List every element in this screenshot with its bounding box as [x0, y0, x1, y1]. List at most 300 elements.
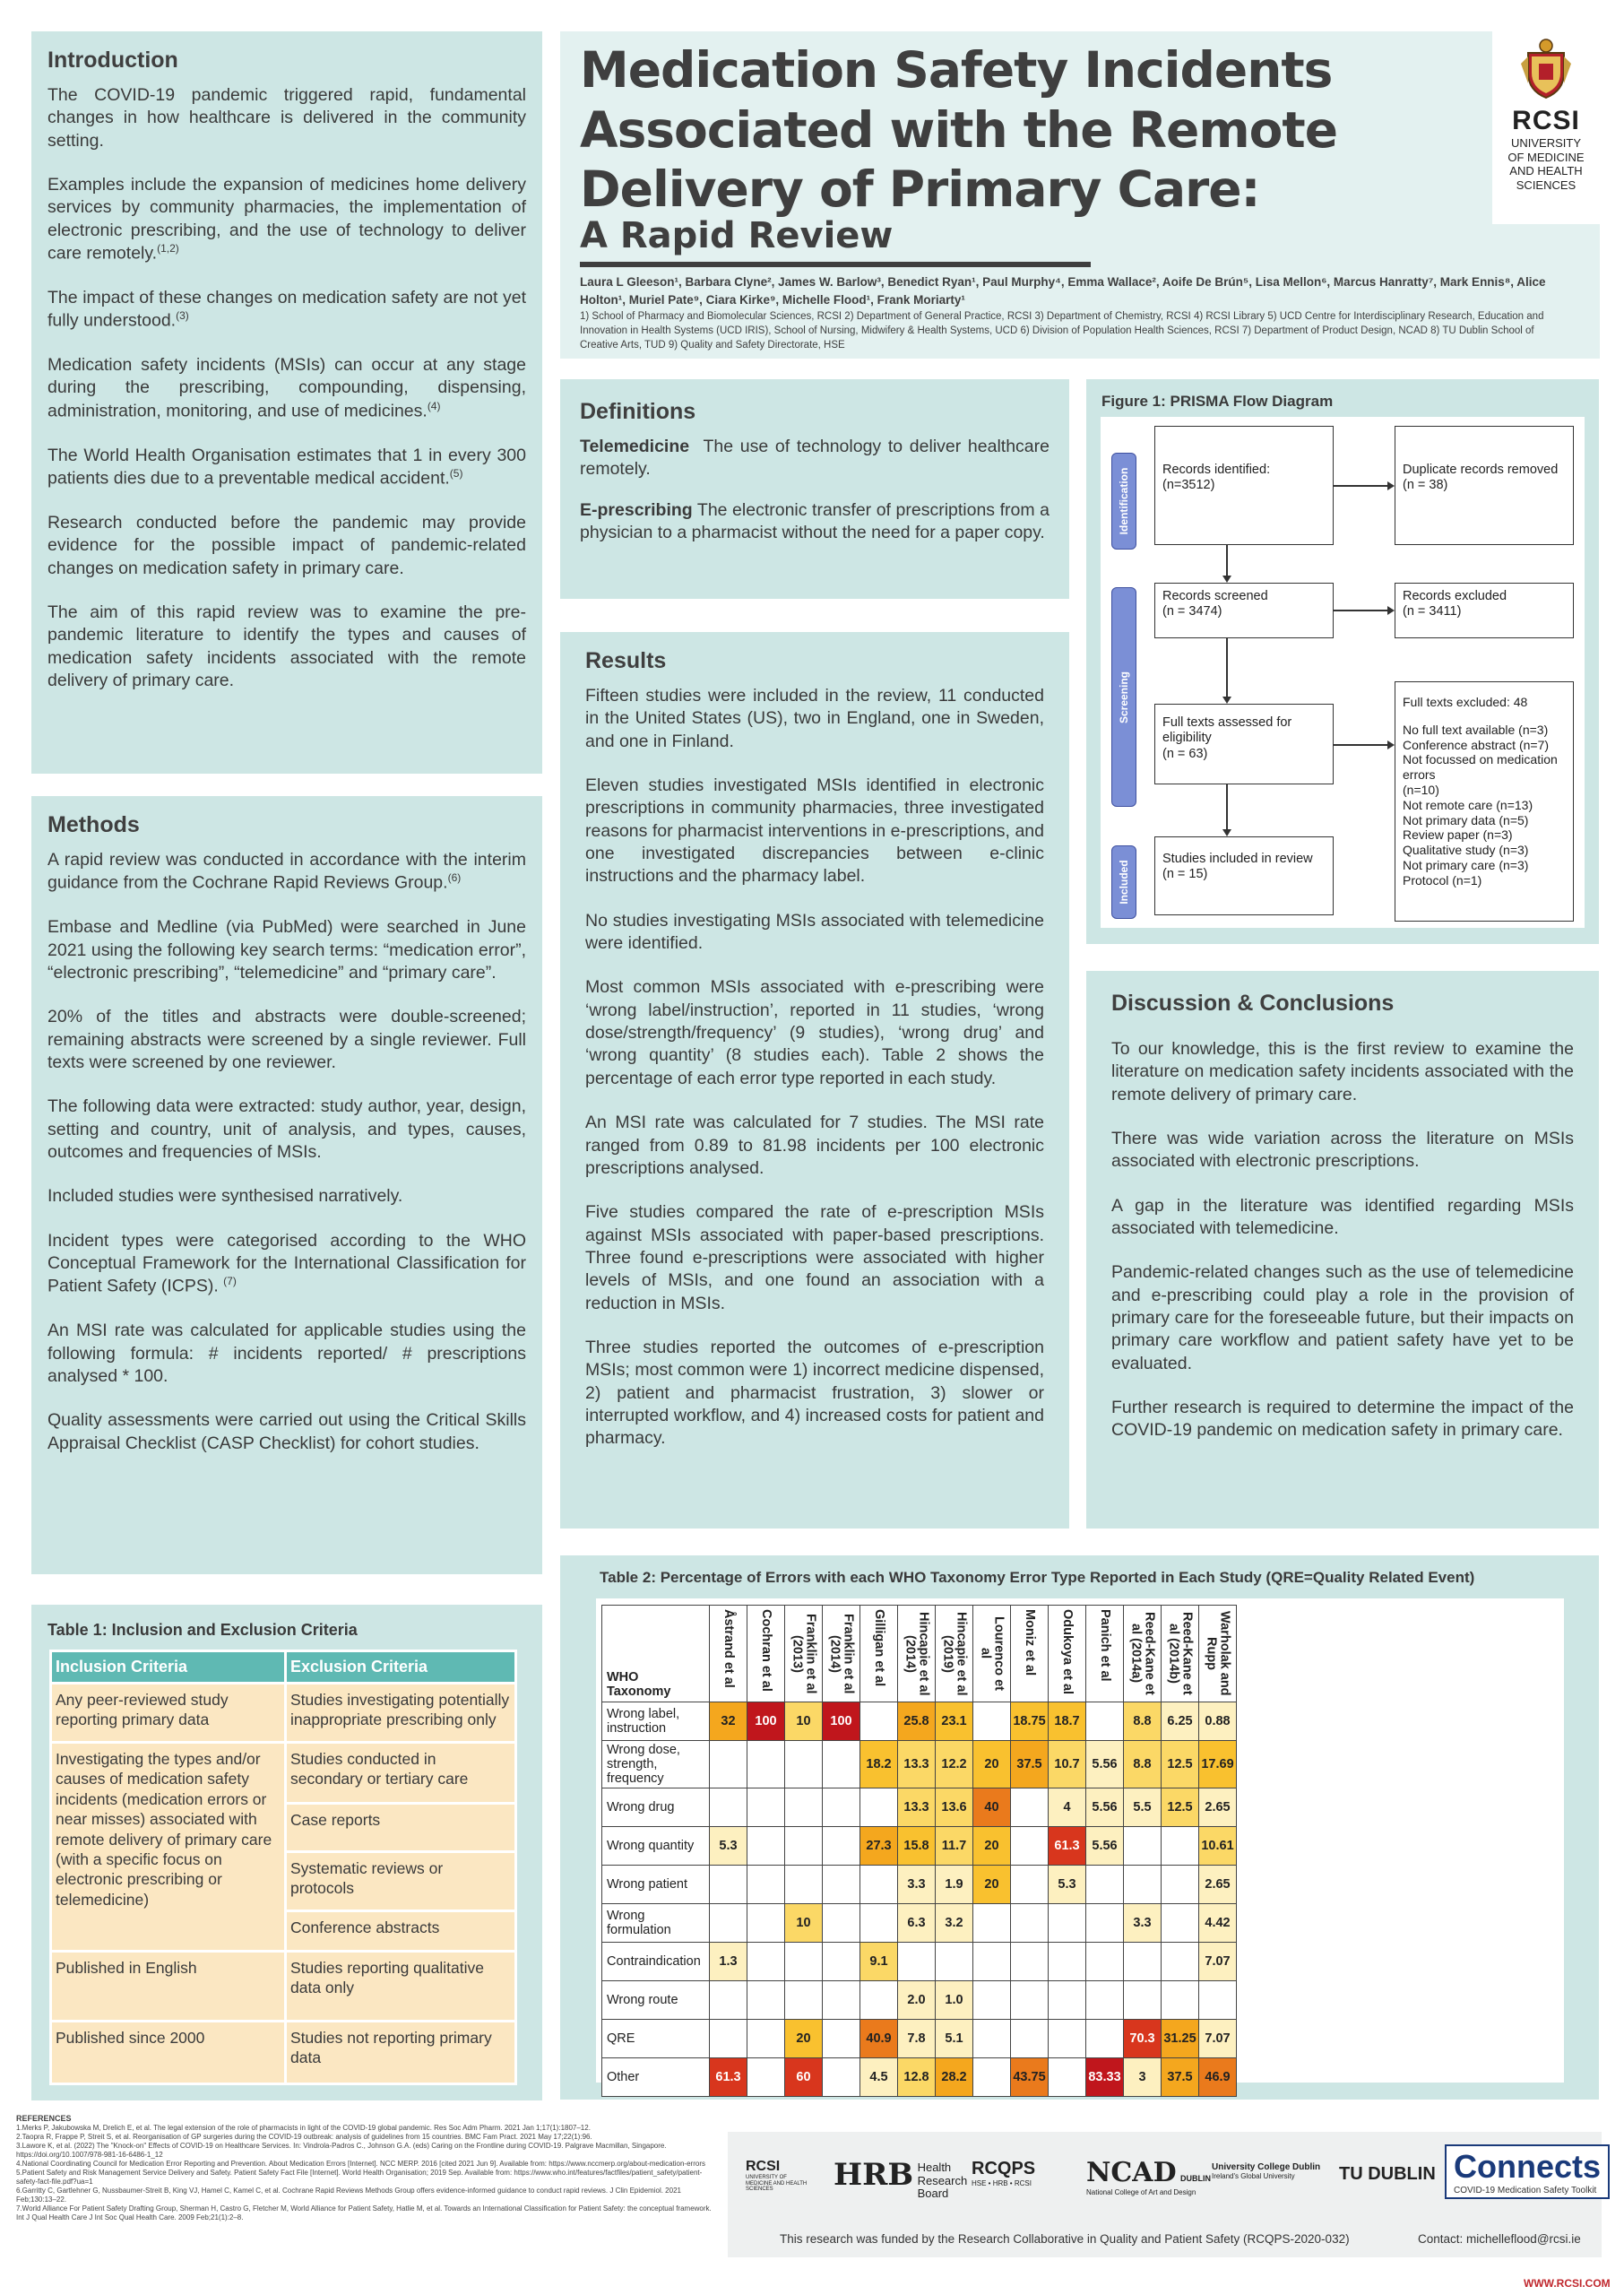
- definitions-heading: Definitions: [580, 399, 696, 424]
- footer-logo-connects: Connects COVID-19 Medication Safety Toolkit: [1445, 2144, 1610, 2199]
- error-percentage-cell: [860, 1981, 898, 2020]
- error-percentage-cell: 20: [785, 2020, 823, 2058]
- prisma-exclusion-reason: No full text available (n=3): [1403, 722, 1549, 737]
- prisma-arrowhead: [1222, 576, 1231, 583]
- error-percentage-cell: [1086, 2020, 1124, 2058]
- error-percentage-cell: 3.3: [898, 1866, 936, 1904]
- reference-item: 7.World Alliance For Patient Safety Drafting Group, Sherman H, Castro G, Fletcher M, World Alliance for Patient Safety, Hatlie M, et al. Towards an International Classification for Patient Safety: the conceptual framework. Int J Qual Health Care J Int Soc Qual Health Care. 2009 Feb;21(1):2–8.: [16, 2204, 712, 2222]
- prisma-full-texts-assessed: Full texts assessed for eligibility (n = 63): [1154, 704, 1334, 784]
- footer-logo-hrb: HRB Health Research Board: [834, 2157, 968, 2200]
- prisma-arrowhead: [1387, 606, 1395, 615]
- error-percentage-cell: 70.3: [1124, 2020, 1162, 2058]
- error-percentage-cell: [823, 1741, 860, 1788]
- error-percentage-cell: 23.1: [936, 1702, 973, 1741]
- methods-para-2: Embase and Medline (via PubMed) were searched in June 2021 using the following key search terms: “medication error”, “electronic prescribing”, “telemedicine” and “primary care”.: [48, 917, 526, 983]
- error-percentage-cell: 10.7: [1049, 1741, 1086, 1788]
- error-type-label: Wrong label, instruction: [602, 1702, 710, 1741]
- table-row: [602, 2058, 1237, 2097]
- table-row: [602, 1943, 1237, 1981]
- error-percentage-cell: 7.8: [898, 2020, 936, 2058]
- error-percentage-cell: [1162, 1943, 1199, 1981]
- discussion-para-4: Pandemic-related changes such as the use of telemedicine and e-prescribing could play a role in the provision of primary care for the foreseeable future, but their impacts on primary care workflow and patient safety have yet to be evaluated.: [1111, 1262, 1574, 1373]
- error-type-label: Contraindication: [602, 1943, 710, 1981]
- error-percentage-cell: 61.3: [710, 2058, 747, 2097]
- error-percentage-cell: 5.5: [1124, 1788, 1162, 1827]
- error-percentage-cell: [785, 1981, 823, 2020]
- study-column-header: Hincapie et al (2019): [936, 1606, 973, 1702]
- table-cell: [286, 1743, 516, 1952]
- study-column-header: Åstrand et al: [710, 1606, 747, 1702]
- study-column-header: Moniz et al: [1011, 1606, 1049, 1702]
- table2-caption: Table 2: Percentage of Errors with each WHO Taxonomy Error Type Reported in Each Study (QRE=Quality Related Event): [600, 1569, 1475, 1586]
- error-percentage-cell: [860, 1866, 898, 1904]
- error-percentage-cell: [785, 1788, 823, 1827]
- table-row: [602, 1788, 1237, 1827]
- study-column-header: Reed-Kane et al (2014b): [1162, 1606, 1199, 1702]
- error-percentage-cell: [1124, 1866, 1162, 1904]
- error-percentage-cell: [823, 2058, 860, 2097]
- error-percentage-cell: [1011, 1981, 1049, 2020]
- error-percentage-cell: [973, 1981, 1011, 2020]
- prisma-side-identification: Identification: [1111, 453, 1136, 550]
- footer-logo-rcsi: RCSI UNIVERSITY OF MEDICINE AND HEALTH SCIENCES: [746, 2159, 808, 2193]
- definitions-panel: [560, 379, 1069, 599]
- methods-para-7: An MSI rate was calculated for applicable studies using the following formula: # incidents reported/ # prescriptions analysed * 100.: [48, 1321, 526, 1386]
- error-percentage-cell: 2.65: [1199, 1788, 1237, 1827]
- intro-para-2: Examples include the expansion of medicines home delivery services by community pharmacies, the implementation of electronic prescribing, and the use of technology to deliver care remotely.$^{(1,2)}$: [48, 175, 526, 264]
- error-percentage-cell: 9.1: [860, 1943, 898, 1981]
- error-percentage-cell: [710, 1788, 747, 1827]
- error-percentage-cell: 4: [1049, 1788, 1086, 1827]
- reference-item: 6.Garritty C, Gartlehner G, Nussbaumer-Streit B, King VJ, Hamel C, Kamel C, et al. Cochrane Rapid Reviews Methods Group offers evidence-informed guidance to conduct rapid reviews. J Clin Epidemiol. 2021 Feb;130:13–22.: [16, 2187, 681, 2204]
- table-cell: Any peer-reviewed study reporting primary data: [51, 1684, 286, 1743]
- error-percentage-cell: [785, 1827, 823, 1866]
- error-percentage-cell: 5.1: [936, 2020, 973, 2058]
- error-percentage-cell: [860, 1702, 898, 1741]
- error-percentage-cell: [823, 1866, 860, 1904]
- methods-para-6: Incident types were categorised according to the WHO Conceptual Framework for the International Classification for Patient Safety (ICPS). $^{(7)}$: [48, 1230, 526, 1296]
- error-percentage-cell: 12.2: [936, 1741, 973, 1788]
- error-percentage-cell: 28.2: [936, 2058, 973, 2097]
- intro-para-7: The aim of this rapid review was to examine the pre-pandemic literature to identify the types and causes of medication safety incidents associated with the remote delivery of primary care.: [48, 602, 526, 690]
- error-percentage-cell: 31.25: [1162, 2020, 1199, 2058]
- prisma-duplicates-removed: Duplicate records removed (n = 38): [1395, 426, 1574, 545]
- contact-email[interactable]: Contact: michelleflood@rcsi.ie: [1418, 2232, 1581, 2246]
- table-row: [602, 2020, 1237, 2058]
- error-percentage-cell: [1124, 1943, 1162, 1981]
- table-row: [602, 1702, 1237, 1741]
- error-percentage-cell: [860, 1904, 898, 1943]
- error-percentage-cell: 18.75: [1011, 1702, 1049, 1741]
- exclusion-item: Systematic reviews or protocols: [287, 1853, 514, 1912]
- error-percentage-cell: [823, 1981, 860, 2020]
- error-percentage-cell: 5.56: [1086, 1788, 1124, 1827]
- methods-panel: [31, 796, 542, 1574]
- error-percentage-cell: [747, 1827, 785, 1866]
- error-percentage-cell: 15.8: [898, 1827, 936, 1866]
- error-percentage-cell: [936, 1943, 973, 1981]
- error-percentage-cell: 3.3: [1124, 1904, 1162, 1943]
- prisma-records-excluded: Records excluded (n = 3411): [1395, 583, 1574, 638]
- error-percentage-cell: [860, 1788, 898, 1827]
- intro-para-6: Research conducted before the pandemic may provide evidence for the possible impact of pandemic-related changes on medication safety in primary care.: [48, 512, 526, 578]
- error-percentage-cell: [973, 1904, 1011, 1943]
- error-percentage-cell: [1162, 1904, 1199, 1943]
- error-percentage-cell: [1049, 2020, 1086, 2058]
- prisma-exclusion-reason: Not focussed on medication errors: [1403, 752, 1558, 783]
- error-percentage-cell: 18.2: [860, 1741, 898, 1788]
- table-row: [602, 1866, 1237, 1904]
- table-row: [602, 1904, 1237, 1943]
- introduction-panel: [31, 31, 542, 774]
- table-cell: Investigating the types and/or causes of medication safety incidents (medication errors or near misses) associated with remote delivery of primary care (with a specific focus on electronic prescribing or telemedicine): [51, 1743, 286, 1952]
- error-type-label: Other: [602, 2058, 710, 2097]
- prisma-arrow: [1226, 545, 1228, 577]
- results-para-4: Most common MSIs associated with e-prescribing were ‘wrong label/instruction’, reported in 11 studies, ‘wrong dose/strength/frequency’ (9 studies), ‘wrong drug’ and ‘wrong quantity’ (8 studies each). Table 2 shows the percentage of each error type reported in each study.: [585, 977, 1044, 1088]
- error-percentage-cell: [1162, 1981, 1199, 2020]
- error-type-label: Wrong route: [602, 1981, 710, 2020]
- error-type-label: QRE: [602, 2020, 710, 2058]
- error-percentage-cell: 5.56: [1086, 1827, 1124, 1866]
- methods-para-1: A rapid review was conducted in accordance with the interim guidance from the Cochrane Rapid Reviews Group.$^{(6)}$: [48, 850, 526, 893]
- poster-title: Medication Safety Incidents Associated with the Remote Delivery of Primary Care:: [580, 41, 1338, 219]
- error-percentage-cell: [710, 1741, 747, 1788]
- error-percentage-cell: [973, 1943, 1011, 1981]
- results-para-5: An MSI rate was calculated for 7 studies. The MSI rate ranged from 0.89 to 81.98 incidents per 100 electronic prescriptions analysed.: [585, 1113, 1044, 1178]
- error-percentage-cell: 46.9: [1199, 2058, 1237, 2097]
- error-percentage-cell: 1.0: [936, 1981, 973, 2020]
- results-para-3: No studies investigating MSIs associated with telemedicine were identified.: [585, 910, 1044, 954]
- table2-panel: [560, 1555, 1599, 2100]
- error-percentage-cell: 5.3: [1049, 1866, 1086, 1904]
- error-percentage-cell: [1011, 1866, 1049, 1904]
- study-column-header: Warholak and Rupp: [1199, 1606, 1237, 1702]
- error-percentage-cell: [785, 1866, 823, 1904]
- error-percentage-cell: 2.65: [1199, 1866, 1237, 1904]
- definition-telemedicine: Telemedicine The use of technology to deliver healthcare remotely.: [580, 437, 1050, 480]
- discussion-heading: Discussion & Conclusions: [1111, 991, 1395, 1016]
- prisma-studies-included: Studies included in review (n = 15): [1154, 836, 1334, 915]
- prisma-records-identified: Records identified: (n=3512): [1154, 426, 1334, 545]
- prisma-exclusion-reason: Protocol (n=1): [1403, 872, 1482, 888]
- exclusion-item: Case reports: [287, 1805, 514, 1853]
- prisma-exclusion-reason: (n=10): [1403, 782, 1439, 797]
- study-column-header: Cochran et al: [747, 1606, 785, 1702]
- study-column-header: Lourenco et al: [973, 1606, 1011, 1702]
- error-percentage-cell: [1011, 1943, 1049, 1981]
- error-percentage-cell: [823, 2020, 860, 2058]
- reference-item: 3.Lawore K, et al. (2022) The "Knock-on" Effects of COVID-19 on Healthcare Services. In: Vindrola-Padros C., Johnson G.A. (eds) Caring on the Frontline during COVID-19. Palgrave Macmillan, Singapore. https://doi.org/10.1007/978-981-16-6486-1_12: [16, 2142, 667, 2160]
- prisma-arrowhead: [1387, 740, 1395, 749]
- error-percentage-cell: 17.69: [1199, 1741, 1237, 1788]
- references: [16, 2114, 720, 2222]
- error-percentage-cell: 6.25: [1162, 1702, 1199, 1741]
- poster-subtitle: A Rapid Review: [580, 215, 894, 256]
- error-percentage-cell: 20: [973, 1866, 1011, 1904]
- prisma-exclusion-reason: Not primary care (n=3): [1403, 857, 1529, 872]
- error-percentage-cell: [1086, 1943, 1124, 1981]
- prisma-panel: [1086, 379, 1599, 944]
- error-percentage-cell: 13.6: [936, 1788, 973, 1827]
- error-percentage-cell: [823, 1827, 860, 1866]
- results-para-2: Eleven studies investigated MSIs identified in electronic prescriptions in community pharmacies, three investigated reasons for pharmacist interventions in e-prescriptions, and one investigated discrepancies between e-clinic instructions and the pharmacy label.: [585, 775, 1044, 887]
- prisma-arrowhead: [1387, 481, 1395, 490]
- prisma-exclusion-reason: Qualitative study (n=3): [1403, 843, 1529, 858]
- intro-para-1: The COVID-19 pandemic triggered rapid, fundamental changes in how healthcare is delivered in the community setting.: [48, 85, 526, 151]
- prisma-arrowhead: [1222, 829, 1231, 836]
- error-percentage-cell: 12.5: [1162, 1788, 1199, 1827]
- error-percentage-cell: [710, 1981, 747, 2020]
- error-percentage-cell: [1086, 1904, 1124, 1943]
- error-percentage-cell: [747, 2020, 785, 2058]
- footer-logo-ucd: University College Dublin Ireland's Global University: [1212, 2162, 1321, 2180]
- intro-para-5: The World Health Organisation estimates that 1 in every 300 patients dies due to a preventable medical accident.$^{(5)}$: [48, 445, 526, 489]
- error-percentage-cell: 3: [1124, 2058, 1162, 2097]
- error-percentage-cell: 60: [785, 2058, 823, 2097]
- error-percentage-cell: 83.33: [1086, 2058, 1124, 2097]
- discussion-para-5: Further research is required to determine the impact of the COVID-19 pandemic on medication safety in primary care.: [1111, 1398, 1574, 1441]
- error-percentage-cell: 8.8: [1124, 1702, 1162, 1741]
- error-percentage-cell: 6.3: [898, 1904, 936, 1943]
- error-percentage-cell: [1011, 1904, 1049, 1943]
- reference-item: 4.National Coordinating Council for Medication Error Reporting and Prevention. About Medication Errors [Internet]. NCC MERP. 2016 [cited 2021 Jun 9]. Available from: https://www.nccmerp.org/about-medication-errors: [16, 2160, 705, 2169]
- error-percentage-cell: [898, 1943, 936, 1981]
- error-percentage-cell: 100: [823, 1702, 860, 1741]
- table-row: [51, 1952, 516, 2022]
- error-percentage-cell: 100: [747, 1702, 785, 1741]
- error-percentage-cell: [1011, 2020, 1049, 2058]
- error-percentage-cell: [1086, 1702, 1124, 1741]
- error-percentage-cell: 27.3: [860, 1827, 898, 1866]
- table-row: [602, 1741, 1237, 1788]
- study-column-header: Panich et al: [1086, 1606, 1124, 1702]
- inclusion-header: Inclusion Criteria: [51, 1651, 286, 1684]
- error-percentage-cell: [1049, 1943, 1086, 1981]
- logo-subtext: UNIVERSITY OF MEDICINE AND HEALTH SCIENCES: [1507, 136, 1585, 192]
- error-percentage-cell: 4.5: [860, 2058, 898, 2097]
- error-percentage-cell: [973, 1702, 1011, 1741]
- prisma-arrow: [1226, 784, 1228, 831]
- error-percentage-cell: [1086, 1981, 1124, 2020]
- methods-heading: Methods: [48, 812, 140, 837]
- prisma-exclusion-reason: Not primary data (n=5): [1403, 812, 1529, 827]
- intro-para-3: The impact of these changes on medication safety are not yet fully understood.$^{(3)}$: [48, 287, 526, 331]
- error-percentage-cell: [1086, 1866, 1124, 1904]
- footer-logos: [728, 2132, 1602, 2257]
- definition-eprescribing: E-prescribing The electronic transfer of prescriptions from a physician to a pharmacist without the need for a paper copy.: [580, 499, 1050, 543]
- prisma-diagram: [1101, 417, 1585, 928]
- error-type-label: Wrong patient: [602, 1866, 710, 1904]
- taxonomy-header: WHO Taxonomy: [602, 1606, 710, 1702]
- introduction-heading: Introduction: [48, 48, 178, 73]
- error-percentage-cell: [747, 1943, 785, 1981]
- error-percentage-cell: 12.8: [898, 2058, 936, 2097]
- error-percentage-cell: [823, 1904, 860, 1943]
- author-list: Laura L Gleeson¹, Barbara Clyne², James W. Barlow³, Benedict Ryan¹, Paul Murphy⁴, Emma Wallace², Aoife De Brún⁵, Lisa Mellon⁶, Marcus Hanratty⁷, Mark Ennis⁸, Alice Holton¹, Muriel Pate⁹, Ciara Kirke⁹, Michelle Flood¹, Frank Moriarty¹: [580, 275, 1546, 307]
- table-cell: Studies reporting qualitative data only: [286, 1952, 516, 2022]
- error-percentage-cell: [747, 2058, 785, 2097]
- error-percentage-cell: 10: [785, 1702, 823, 1741]
- error-percentage-cell: 7.07: [1199, 1943, 1237, 1981]
- error-percentage-cell: [1162, 1827, 1199, 1866]
- discussion-panel: [1086, 971, 1599, 1529]
- website-link[interactable]: WWW.RCSI.COM: [1524, 2277, 1611, 2290]
- discussion-para-3: A gap in the literature was identified regarding MSIs associated with telemedicine.: [1111, 1195, 1574, 1239]
- error-type-label: Wrong formulation: [602, 1904, 710, 1943]
- error-percentage-cell: [823, 1788, 860, 1827]
- table-row: [51, 1684, 516, 1743]
- footer-logo-ncad: NCAD DUBLIN National College of Art and Design: [1086, 2157, 1212, 2196]
- prisma-records-screened: Records screened (n = 3474): [1154, 583, 1334, 638]
- error-percentage-cell: 37.5: [1011, 1741, 1049, 1788]
- error-percentage-cell: 1.3: [710, 1943, 747, 1981]
- table-cell: Studies not reporting primary data: [286, 2022, 516, 2084]
- error-percentage-cell: [785, 1741, 823, 1788]
- results-para-6: Five studies compared the rate of e-prescription MSIs against MSIs associated with paper-based prescriptions. Three found e-prescriptions were associated with higher levels of MSIs, and one found an association with a reduction in MSIs.: [585, 1202, 1044, 1313]
- prisma-arrowhead: [1222, 697, 1231, 704]
- results-heading: Results: [585, 648, 667, 673]
- error-percentage-cell: 10: [785, 1904, 823, 1943]
- prisma-arrow: [1334, 744, 1389, 746]
- error-percentage-cell: 43.75: [1011, 2058, 1049, 2097]
- error-percentage-cell: [1049, 1904, 1086, 1943]
- prisma-exclusion-reason: Not remote care (n=13): [1403, 797, 1533, 812]
- reference-list: [16, 2124, 720, 2222]
- error-percentage-cell: [1049, 2058, 1086, 2097]
- exclusion-item: Studies conducted in secondary or tertiary care: [287, 1744, 514, 1805]
- error-type-table: [601, 1605, 1237, 2097]
- methods-para-4: The following data were extracted: study author, year, design, setting and country, unit of analysis, and types, causes, outcomes and frequencies of MSIs.: [48, 1096, 526, 1162]
- reference-item: 1.Merks P, Jakubowska M, Drelich E, et al. The legal extension of the role of pharmacists in light of the COVID-19 global pandemic. Res Soc Adm Pharm. 2021 Jan 1;17(1):1807–12.: [16, 2124, 591, 2133]
- study-column-header: Gilligan et al: [860, 1606, 898, 1702]
- error-percentage-cell: [1124, 1981, 1162, 2020]
- table-cell: Published since 2000: [51, 2022, 286, 2084]
- results-para-1: Fifteen studies were included in the review, 11 conducted in the United States (US), two in England, one in Sweden, and one in Finland.: [585, 686, 1044, 751]
- error-percentage-cell: 20: [973, 1827, 1011, 1866]
- error-percentage-cell: 25.8: [898, 1702, 936, 1741]
- error-percentage-cell: 40: [973, 1788, 1011, 1827]
- methods-para-8: Quality assessments were carried out using the Critical Skills Appraisal Checklist (CASP Checklist) for cohort studies.: [48, 1410, 526, 1453]
- table-cell: Studies investigating potentially inappropriate prescribing only: [286, 1684, 516, 1743]
- results-para-7: Three studies reported the outcomes of e-prescription MSIs; most common were 1) incorrect medicine dispensed, 2) patient and pharmacist frustration, 3) slower or interrupted workflow, and 4) increased costs for patient and pharmacy.: [585, 1337, 1044, 1449]
- funding-statement: This research was funded by the Research Collaborative in Quality and Patient Safety (RCQPS-2020-032): [780, 2232, 1350, 2246]
- prisma-caption: Figure 1: PRISMA Flow Diagram: [1101, 393, 1334, 410]
- error-percentage-cell: 1.9: [936, 1866, 973, 1904]
- discussion-para-2: There was wide variation across the literature on MSIs associated with electronic prescriptions.: [1111, 1129, 1574, 1172]
- error-percentage-cell: 5.56: [1086, 1741, 1124, 1788]
- reference-item: 2.Taopra R, Frappe P, Streit S, et al. Reorganisation of GP surgeries during the COVID-19 outbreak: analysis of guidelines from 15 countries. BMC Fam Pract. 2021 May 17;22(1):96.: [16, 2133, 592, 2142]
- error-percentage-cell: 3.2: [936, 1904, 973, 1943]
- table1-caption: Table 1: Inclusion and Exclusion Criteria: [48, 1621, 358, 1639]
- study-column-header: Odukoya et al: [1049, 1606, 1086, 1702]
- rcsi-crest-icon: [1519, 37, 1573, 100]
- error-percentage-cell: [710, 1866, 747, 1904]
- error-percentage-cell: [710, 1904, 747, 1943]
- footer-logo-tu-dublin: TU DUBLIN: [1339, 2164, 1436, 2184]
- study-column-header: Hincapie et al (2014): [898, 1606, 936, 1702]
- table-cell: Published in English: [51, 1952, 286, 2022]
- inclusion-exclusion-table: [49, 1650, 517, 2085]
- error-percentage-cell: 20: [973, 1741, 1011, 1788]
- error-percentage-cell: [747, 1788, 785, 1827]
- table-row: [602, 1981, 1237, 2020]
- references-heading: REFERENCES: [16, 2114, 72, 2123]
- error-percentage-cell: 32: [710, 1702, 747, 1741]
- error-percentage-cell: 8.8: [1124, 1741, 1162, 1788]
- prisma-side-included: Included: [1111, 845, 1136, 919]
- error-percentage-cell: [747, 1741, 785, 1788]
- prisma-exclusion-reason: Review paper (n=3): [1403, 827, 1513, 843]
- error-percentage-cell: [823, 1943, 860, 1981]
- study-column-header: Reed-Kane et al (2014a): [1124, 1606, 1162, 1702]
- study-column-header: Franklin et al (2013): [785, 1606, 823, 1702]
- title-panel: [560, 31, 1600, 359]
- error-percentage-cell: [1011, 1788, 1049, 1827]
- table-row: [51, 2022, 516, 2084]
- error-percentage-cell: [710, 2020, 747, 2058]
- error-percentage-cell: 5.3: [710, 1827, 747, 1866]
- error-percentage-cell: 4.42: [1199, 1904, 1237, 1943]
- error-type-label: Wrong dose, strength, frequency: [602, 1741, 710, 1788]
- study-column-header: Franklin et al (2014): [823, 1606, 860, 1702]
- error-percentage-cell: [747, 1866, 785, 1904]
- rcsi-logo: [1492, 31, 1600, 224]
- error-percentage-cell: 40.9: [860, 2020, 898, 2058]
- error-percentage-cell: [747, 1981, 785, 2020]
- prisma-arrow: [1334, 610, 1389, 611]
- error-percentage-cell: 13.3: [898, 1741, 936, 1788]
- intro-para-4: Medication safety incidents (MSIs) can occur at any stage during the prescribing, compounding, dispensing, administration, monitoring, and use of medicines.$^{(4)}$: [48, 355, 526, 421]
- prisma-arrow: [1226, 638, 1228, 697]
- error-percentage-cell: 7.07: [1199, 2020, 1237, 2058]
- prisma-side-screening: Screening: [1111, 587, 1136, 807]
- prisma-exclusion-reason: Conference abstract (n=7): [1403, 737, 1550, 752]
- table-row: [602, 1827, 1237, 1866]
- reference-item: 5.Patient Safety and Risk Management Service Delivery and Safety. Patient Safety Fact File [Internet]. World Health Organisation; 2019 Sep. Available from: https://www.who.int/features/factfiles/patient_safety/patient-safety-fact-file.pdf?ua=1: [16, 2169, 703, 2187]
- error-percentage-cell: 37.5: [1162, 2058, 1199, 2097]
- error-percentage-cell: [1199, 1981, 1237, 2020]
- error-percentage-cell: 61.3: [1049, 1827, 1086, 1866]
- error-percentage-cell: [973, 2058, 1011, 2097]
- prisma-arrow: [1334, 485, 1389, 487]
- affiliation-list: 1) School of Pharmacy and Biomolecular Sciences, RCSI 2) Department of General Practice, RCSI 3) Department of Chemistry, RCSI 4) RCSI Library 5) UCD Centre for Interdisciplinary Research, Education and Innovation in Health Systems (UCD IRIS), School of Nursing, Midwifery & Health Systems, UCD 6) Division of Population Health Sciences, RCSI 7) Department of Product Design, NCAD 8) TU Dublin School of Creative Arts, TUD 9) Quality and Safety Directorate, HSE: [580, 311, 1544, 351]
- methods-para-3: 20% of the titles and abstracts were double-screened; remaining abstracts were screened by a single reviewer. Full texts were screened by one reviewer.: [48, 1007, 526, 1072]
- error-percentage-cell: [747, 1904, 785, 1943]
- methods-para-5: Included studies were synthesised narratively.: [48, 1186, 403, 1207]
- results-panel: [560, 632, 1069, 1529]
- error-percentage-cell: [1162, 1866, 1199, 1904]
- error-percentage-cell: [1049, 1981, 1086, 2020]
- error-percentage-cell: 10.61: [1199, 1827, 1237, 1866]
- title-rule: [580, 262, 1091, 267]
- error-percentage-cell: [1124, 1827, 1162, 1866]
- error-percentage-cell: 11.7: [936, 1827, 973, 1866]
- logo-wordmark: RCSI: [1512, 106, 1580, 135]
- error-percentage-cell: [785, 1943, 823, 1981]
- error-percentage-cell: 13.3: [898, 1788, 936, 1827]
- prisma-full-texts-excluded: Full texts excluded: 48 No full text available (n=3) Conference abstract (n=7) Not focussed on medication errors (n=10) Not remote care (n=13) Not primary data (n=5) Review paper (n=3) Qualitative study (n=3) Not primary care (n=3) Protocol (n=1): [1395, 681, 1574, 922]
- error-type-label: Wrong quantity: [602, 1827, 710, 1866]
- error-percentage-cell: 12.5: [1162, 1741, 1199, 1788]
- error-percentage-cell: 2.0: [898, 1981, 936, 2020]
- exclusion-item: Conference abstracts: [290, 1918, 440, 1936]
- error-percentage-cell: 18.7: [1049, 1702, 1086, 1741]
- footer-logo-rcqps: RCQPS HSE • HRB • RCSI: [972, 2159, 1036, 2187]
- table1-panel: [31, 1605, 542, 2100]
- error-percentage-cell: [973, 2020, 1011, 2058]
- table-row: [51, 1743, 516, 1952]
- exclusion-header: Exclusion Criteria: [286, 1651, 516, 1684]
